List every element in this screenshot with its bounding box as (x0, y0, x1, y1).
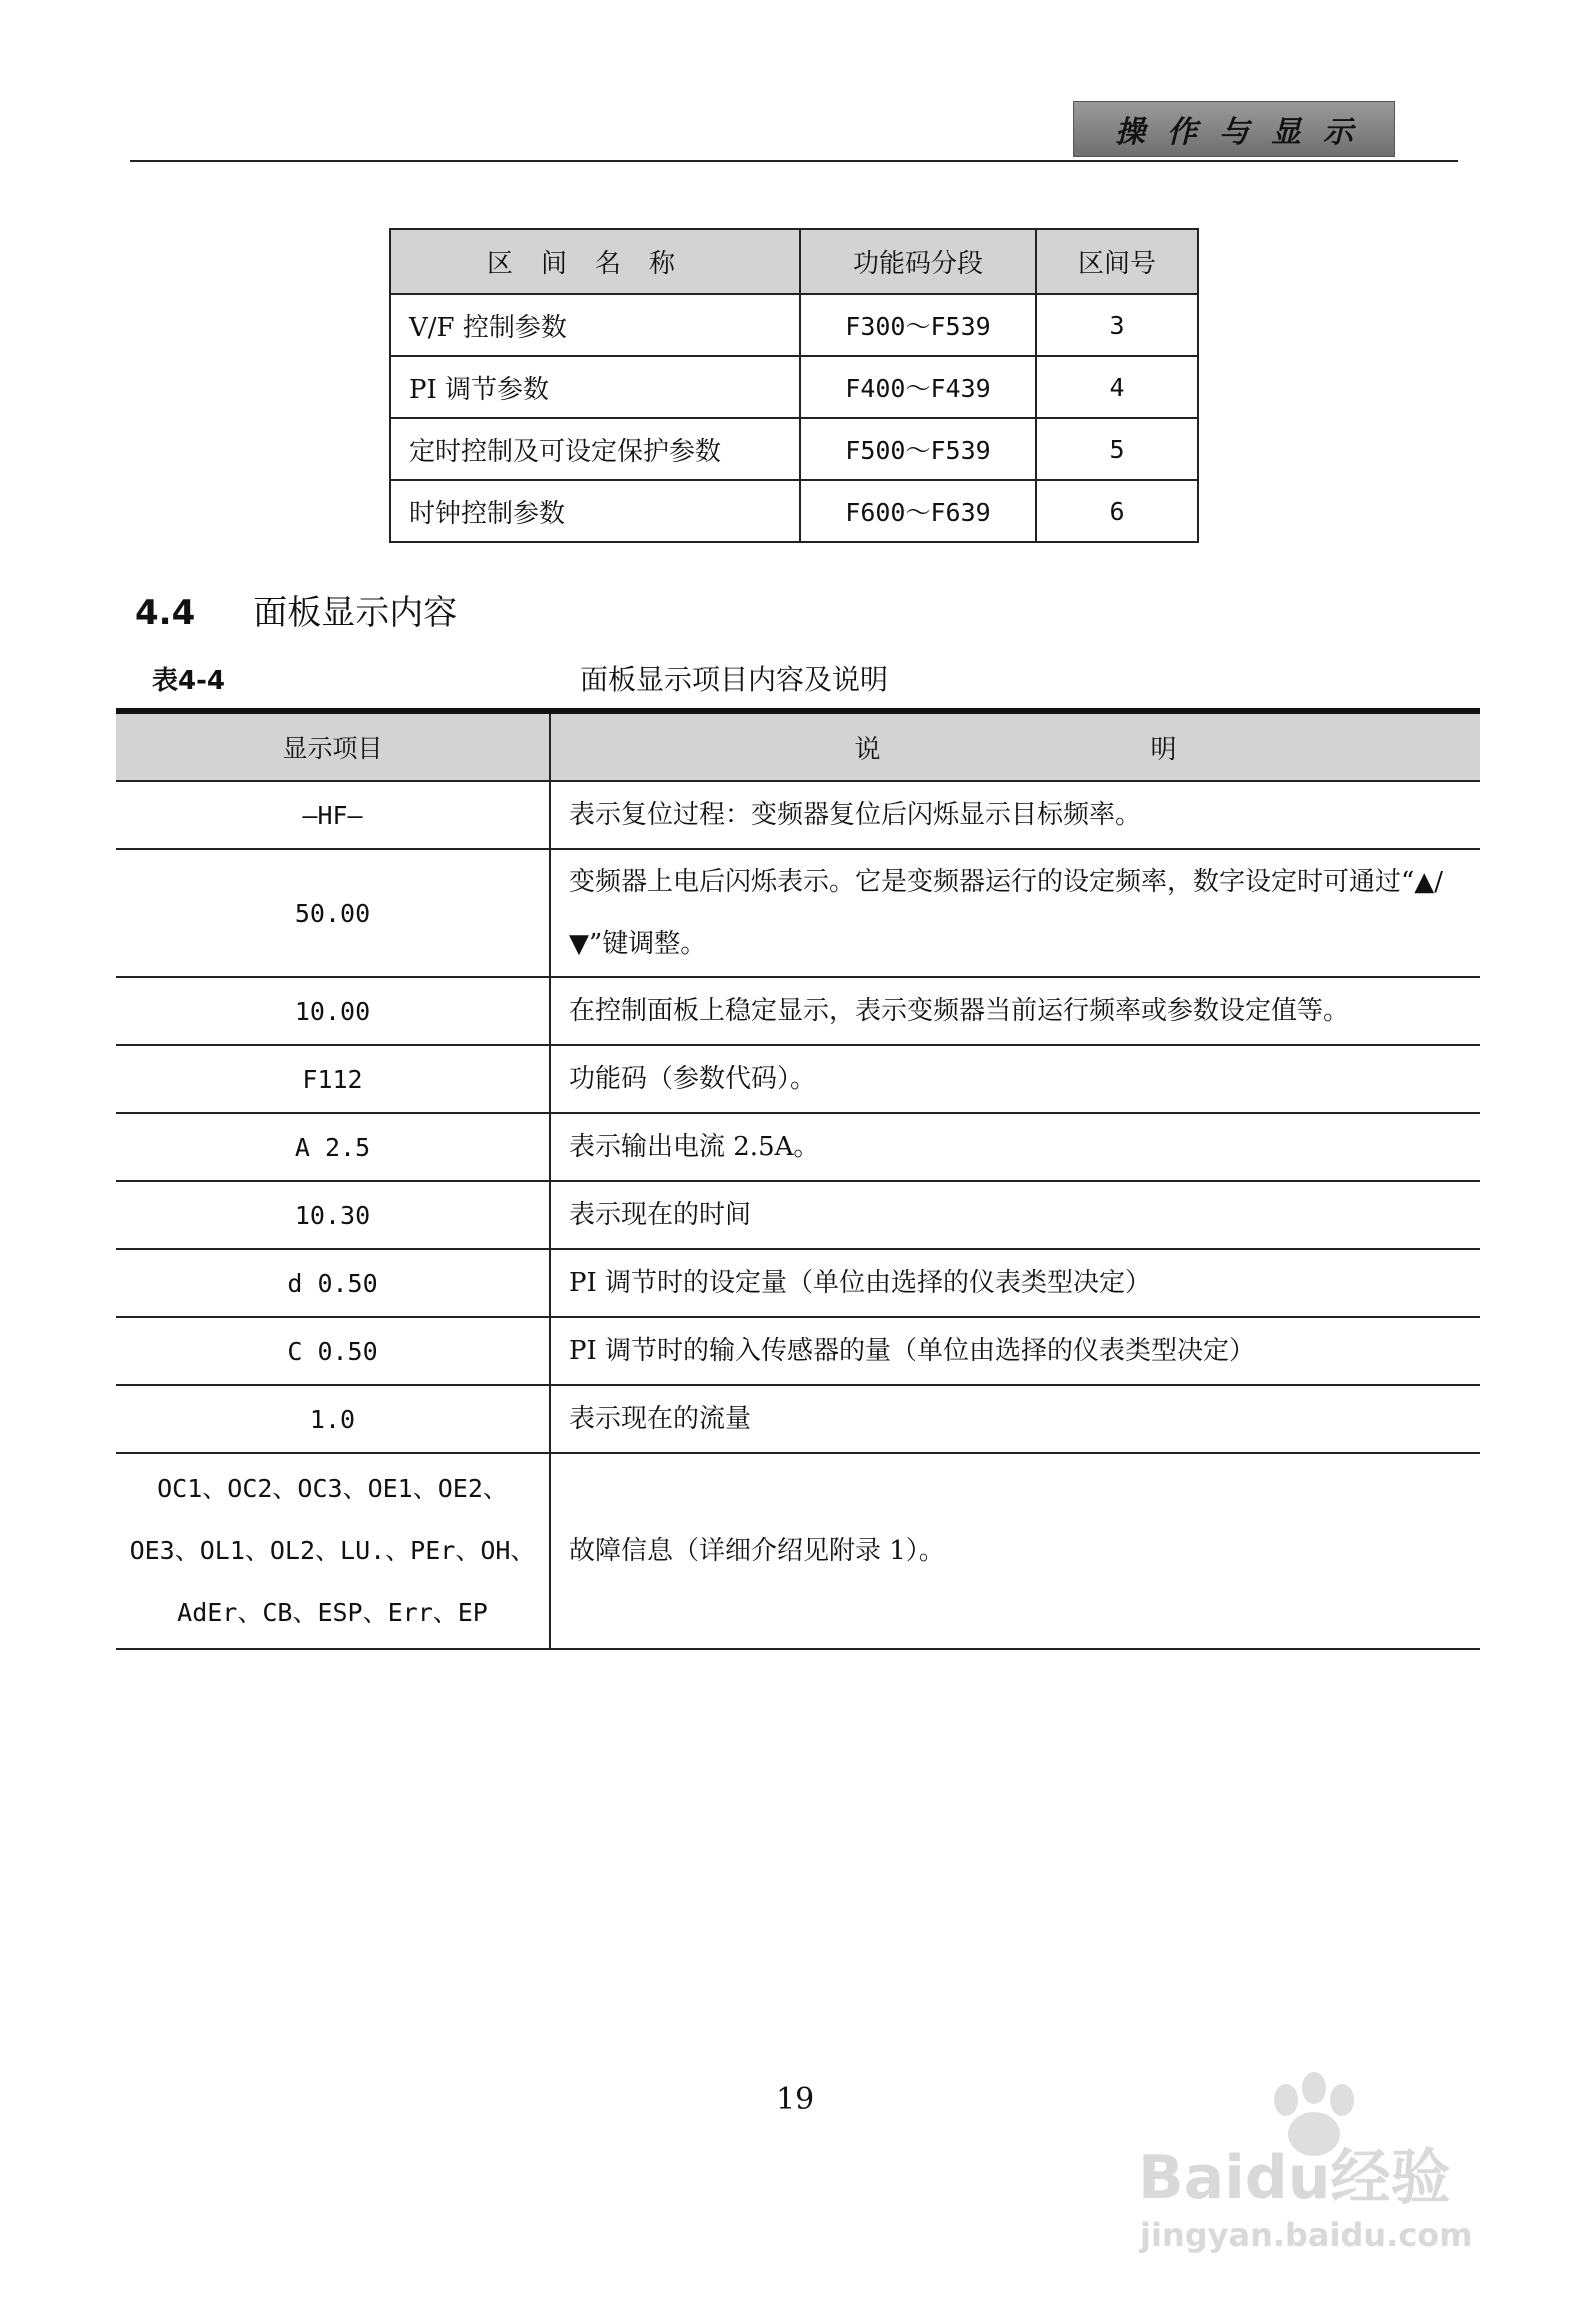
display-desc: 表示现在的时间 (550, 1181, 1480, 1249)
zone-name: 定时控制及可设定保护参数 (390, 418, 800, 480)
baidu-jingyan-watermark (1128, 2058, 1488, 2258)
zone-num: 5 (1036, 418, 1198, 480)
display-item: 10.30 (116, 1181, 550, 1249)
zone-header-name: 区间名称 (390, 229, 800, 294)
section-title: 面板显示内容 (253, 593, 458, 633)
table-caption-title: 面板显示项目内容及说明 (580, 663, 889, 696)
display-desc: 功能码（参数代码）。 (550, 1045, 1480, 1113)
display-item: F112 (116, 1045, 550, 1113)
watermark-brand: Baidu经验 (1138, 2143, 1451, 2213)
display-row (116, 1249, 1480, 1317)
zone-code: F600～F639 (800, 480, 1036, 542)
zone-code: F500～F539 (800, 418, 1036, 480)
display-row (116, 849, 1480, 977)
zone-num: 6 (1036, 480, 1198, 542)
display-desc: 故障信息（详细介绍见附录 1）。 (550, 1453, 1480, 1649)
zone-name: 时钟控制参数 (390, 480, 800, 542)
table-caption-label: 表4-4 (152, 666, 225, 696)
display-desc: 表示复位过程：变频器复位后闪烁显示目标频率。 (550, 781, 1480, 849)
zone-name: V/F 控制参数 (390, 294, 800, 356)
panel-display-table (116, 708, 1480, 1650)
display-item: 50.00 (116, 849, 550, 977)
display-row (116, 781, 1480, 849)
display-item: A 2.5 (116, 1113, 550, 1181)
zone-header-code: 功能码分段 (800, 229, 1036, 294)
page-number: 19 (776, 2082, 815, 2117)
zone-row (390, 418, 1198, 480)
zone-row (390, 294, 1198, 356)
section-number: 4.4 (135, 593, 196, 633)
display-row (116, 1045, 1480, 1113)
display-row (116, 1317, 1480, 1385)
zone-row (390, 480, 1198, 542)
display-desc: 表示现在的流量 (550, 1385, 1480, 1453)
header-divider (130, 160, 1458, 162)
section-heading (135, 585, 457, 634)
display-desc: 在控制面板上稳定显示，表示变频器当前运行频率或参数设定值等。 (550, 977, 1480, 1045)
zone-table-header (390, 229, 1198, 294)
display-item: C 0.50 (116, 1317, 550, 1385)
display-row-faults (116, 1453, 1480, 1649)
display-item: 10.00 (116, 977, 550, 1045)
zone-num: 4 (1036, 356, 1198, 418)
zone-code: F300～F539 (800, 294, 1036, 356)
display-desc: PI 调节时的设定量（单位由选择的仪表类型决定） (550, 1249, 1480, 1317)
display-item: —HF— (116, 781, 550, 849)
chapter-title: 操作与显示 (1115, 115, 1375, 150)
zone-num: 3 (1036, 294, 1198, 356)
display-table-header (116, 711, 1480, 781)
zone-name: PI 调节参数 (390, 356, 800, 418)
display-desc: 表示输出电流 2.5A。 (550, 1113, 1480, 1181)
display-header-item: 显示项目 (116, 711, 550, 781)
zone-row (390, 356, 1198, 418)
display-row (116, 977, 1480, 1045)
zone-header-num: 区间号 (1036, 229, 1198, 294)
watermark-url: jingyan.baidu.com (1140, 2216, 1473, 2254)
display-row (116, 1113, 1480, 1181)
display-header-desc: 说 明 (550, 711, 1480, 781)
display-desc: PI 调节时的输入传感器的量（单位由选择的仪表类型决定） (550, 1317, 1480, 1385)
display-row (116, 1385, 1480, 1453)
zone-code: F400～F439 (800, 356, 1036, 418)
display-row (116, 1181, 1480, 1249)
display-item: d 0.50 (116, 1249, 550, 1317)
display-item: 1.0 (116, 1385, 550, 1453)
display-desc: 变频器上电后闪烁表示。它是变频器运行的设定频率，数字设定时可通过“▲/▼”键调整。 (550, 849, 1480, 977)
display-item-faults: OC1、OC2、OC3、OE1、OE2、OE3、OL1、OL2、LU.、PEr、OH、AdEr、CB、ESP、Err、EP (116, 1453, 550, 1649)
chapter-header-tab (1073, 101, 1395, 157)
function-zone-table (389, 228, 1199, 543)
